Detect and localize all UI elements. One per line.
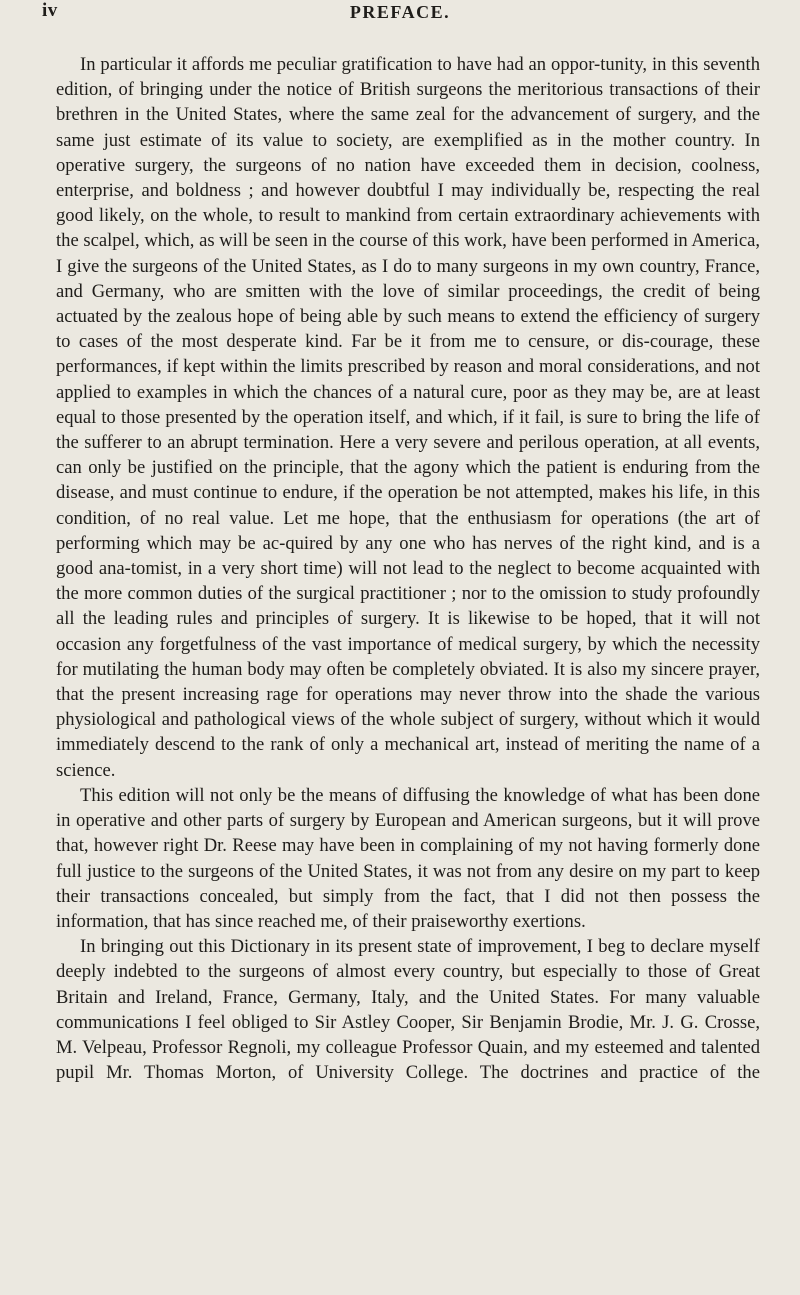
paragraph-3: In bringing out this Dictionary in its present state of improvement, I beg to declare myself deeply indebted to the surgeons of almost every country, but especially to those of Great Britain and Ireland, France, Germany, Italy, and the United States. For many valuable communications I feel obliged to Sir Astley Cooper, Sir Benjamin Brodie, Mr. J. G. Crosse, M. Velpeau, Professor Regnoli, my colleague Professor Quain, and my esteemed and talented pupil Mr. Thomas Morton, of University College. The doctrines and practice of the <box>56 936 760 1084</box>
paragraph-2: This edition will not only be the means of diffusing the knowledge of what has been done in operative and other parts of surgery by European and American surgeons, but it will prove that, however right Dr. Reese may have been in complaining of my not having formerly done full justice to the surgeons of the United States, it was not from any desire on my part to keep their transactions concealed, but simply from the fact, that I did not then possess the information, that has since reached me, of their praiseworthy exertions. <box>56 784 760 932</box>
body-text <box>56 52 760 1085</box>
page-number: iv <box>42 0 58 21</box>
running-title: PREFACE. <box>349 2 451 22</box>
paragraph-1: In particular it affords me peculiar gratification to have had an oppor-tunity, in this seventh edition, of bringing under the notice of British surgeons the meritorious transactions of their brethren in the United States, where the same zeal for the advancement of surgery, and the same just estimate of its value to society, are exemplified as in the mother country. In operative surgery, the surgeons of no nation have exceeded them in decision, coolness, enterprise, and boldness ; and however doubtful I may individually be, respecting the real good likely, on the whole, to result to mankind from certain extraordinary achievements with the scalpel, which, as will be seen in the course of this work, have been performed in America, I give the surgeons of the United States, as I do to many surgeons in my own country, France, and Germany, who are smitten with the love of similar proceedings, the credit of being actuated by the zealous hope of being able by such means to extend the efficiency of surgery to cases of the most desperate kind. Far be it from me to censure, or dis-courage, these performances, if kept within the limits prescribed by reason and moral considerations, and not applied to examples in which the chances of a natural cure, poor as they may be, are at least equal to those presented by the operation itself, and which, if it fail, is sure to bring the life of the sufferer to an abrupt termination. Here a very severe and perilous operation, at all events, can only be justified on the principle, that the agony which the patient is enduring from the disease, and must continue to endure, if the operation be not attempted, makes his life, in this condition, of no real value. Let me hope, that the enthusiasm for operations (the art of performing which may be ac-quired by any one who has nerves of the right kind, and is a good ana-tomist, in a very short time) will not lead to the neglect to become acquainted with the more common duties of the surgical practitioner ; nor to the omission to study profoundly all the leading rules and principles of surgery. It is likewise to be hoped, that it will not occasion any forgetfulness of the vast importance of medical surgery, by which the necessity for mutilating the human body may often be completely obviated. It is also my sincere prayer, that the present increasing rage for operations may never throw into the shade the various physiological and pathological views of the whole subject of surgery, without which it would immediately descend to the rank of only a mechanical art, instead of meriting the name of a science. <box>56 54 760 781</box>
running-head <box>40 0 760 30</box>
